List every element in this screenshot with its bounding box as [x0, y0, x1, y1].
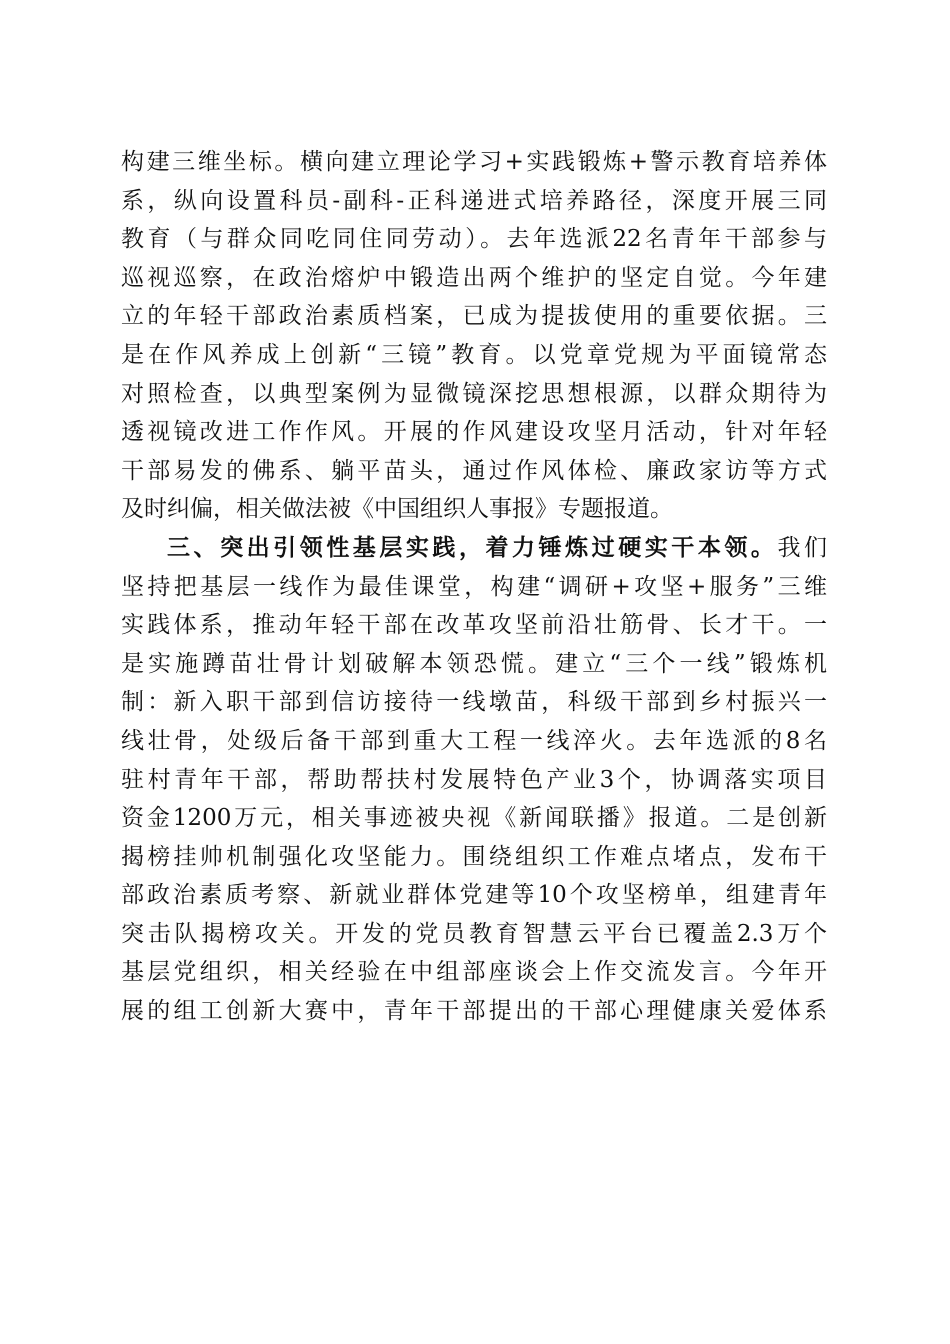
paragraph-line: 是实施蹲苗壮骨计划破解本领恐慌。建立“三个一线”锻炼机: [121, 650, 827, 677]
paragraph-line: 突击队揭榜攻关。开发的党员教育智慧云平台已覆盖2.3万个: [121, 920, 827, 947]
paragraph-line: 线壮骨，处级后备干部到重大工程一线淬火。去年选派的8名: [121, 727, 827, 754]
section-heading: 三、突出引领性基层实践，着力锤炼过硬实干本领。: [167, 534, 778, 561]
paragraph-line: 巡视巡察，在政治熔炉中锻造出两个维护的坚定自觉。今年建: [121, 264, 827, 291]
paragraph-line: 驻村青年干部，帮助帮扶村发展特色产业3个，协调落实项目: [121, 766, 827, 793]
section-heading-tail: 我们: [777, 534, 828, 561]
paragraph-line: 部政治素质考察、新就业群体党建等10个攻坚榜单，组建青年: [121, 882, 827, 909]
body-text: [121, 143, 827, 1031]
paragraph-line: 资金1200万元，相关事迹被央视《新闻联播》报道。二是创新: [121, 805, 827, 832]
paragraph-line: 基层党组织，相关经验在中组部座谈会上作交流发言。今年开: [121, 959, 827, 986]
paragraph-line: 展的组工创新大赛中，青年干部提出的干部心理健康关爱体系: [121, 998, 827, 1025]
paragraph-line: 实践体系，推动年轻干部在改革攻坚前沿壮筋骨、长才干。一: [121, 612, 827, 639]
paragraph-line: 揭榜挂帅机制强化攻坚能力。围绕组织工作难点堵点，发布干: [121, 843, 827, 870]
section-heading-line: [121, 529, 827, 568]
paragraph-line: 干部易发的佛系、躺平苗头，通过作风体检、廉政家访等方式: [121, 457, 827, 484]
paragraph-line: 是在作风养成上创新“三镜”教育。以党章党规为平面镜常态: [121, 341, 827, 368]
paragraph-line: 对照检查，以典型案例为显微镜深挖思想根源，以群众期待为: [121, 380, 827, 407]
paragraph-line: 透视镜改进工作作风。开展的作风建设攻坚月活动，针对年轻: [121, 419, 827, 446]
paragraph-line: 系，纵向设置科员-副科-正科递进式培养路径，深度开展三同: [121, 187, 827, 214]
paragraph-line: 构建三维坐标。横向建立理论学习+实践锻炼+警示教育培养体: [121, 149, 827, 175]
paragraph-line: 坚持把基层一线作为最佳课堂，构建“调研+攻坚+服务”三维: [121, 573, 827, 600]
paragraph-line: 教育（与群众同吃同住同劳动）。去年选派22名青年干部参与: [121, 226, 827, 253]
paragraph-line: 制：新入职干部到信访接待一线墩苗，科级干部到乡村振兴一: [121, 689, 827, 716]
paragraph-line: 立的年轻干部政治素质档案，已成为提拔使用的重要依据。三: [121, 303, 827, 330]
paragraph-line: 及时纠偏，相关做法被《中国组织人事报》专题报道。: [121, 496, 673, 523]
